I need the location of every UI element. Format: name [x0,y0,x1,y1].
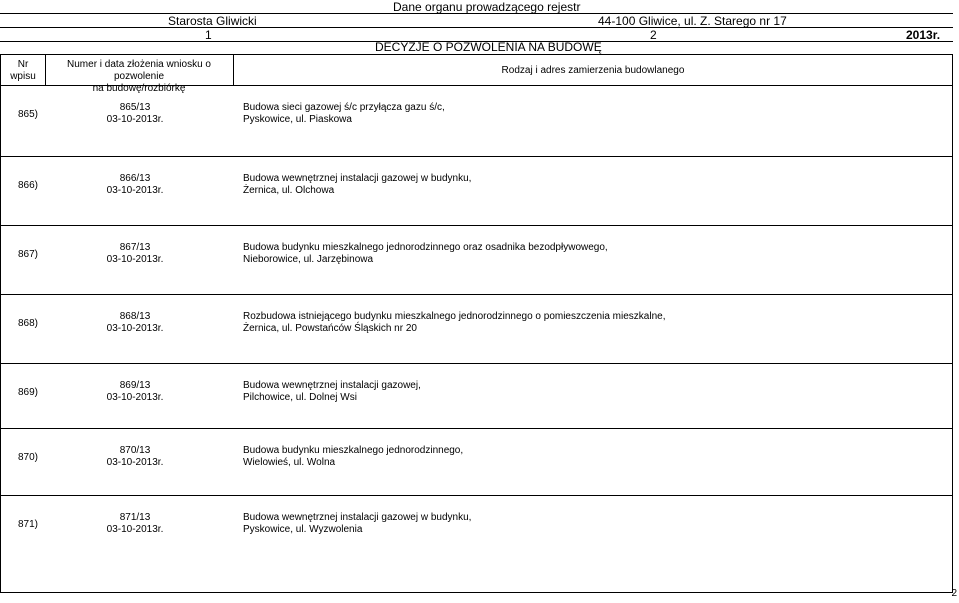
row-description-line2: Pyskowice, ul. Piaskowa [243,114,352,125]
row-date: 03-10-2013r. [106,457,164,468]
column-number-2: 2 [650,28,657,42]
row-date: 03-10-2013r. [106,254,164,265]
row-description [243,173,471,197]
row-application [81,242,189,266]
row-description-line1: Budowa budynku mieszkalnego jednorodzinnego oraz osadnika bezodpływowego, [243,242,608,253]
page-number: 2 [951,588,957,599]
row-decision-number: 868/13 [119,311,151,322]
row-description-line1: Budowa wewnętrznej instalacji gazowej w budynku, [243,512,472,523]
row-description [243,242,608,266]
row-application [81,380,189,404]
row-decision-number: 866/13 [119,173,151,184]
row-description-line1: Rozbudowa istniejącego budynku mieszkalnego jednorodzinnego o pomieszczenia mieszkalne, [243,311,666,322]
row-description-line2: Wielowieś, ul. Wolna [243,457,336,468]
row-description [243,102,445,126]
table-row [1,225,952,290]
row-decision-number: 865/13 [119,102,151,113]
table-row [1,294,952,359]
authority-name: Starosta Gliwicki [168,14,257,28]
row-entry-number: 870) [17,452,38,463]
table-row [1,85,952,150]
row-decision-number: 870/13 [119,445,151,456]
row-description-line1: Budowa wewnętrznej instalacji gazowej, [243,380,421,391]
row-description-line2: Nieborowice, ul. Jarzębinowa [243,254,374,265]
row-date: 03-10-2013r. [106,114,164,125]
row-description-line2: Pilchowice, ul. Dolnej Wsi [243,392,357,403]
row-description [243,311,665,335]
column-header-application-line1: Numer i data złożenia wniosku o pozwolenie [67,59,211,82]
table-row [1,156,952,221]
row-date: 03-10-2013r. [106,524,164,535]
row-decision-number: 871/13 [119,512,151,523]
row-application [81,311,189,335]
row-decision-number: 867/13 [119,242,151,253]
row-description-line1: Budowa sieci gazowej ś/c przyłącza gazu ś/c, [243,102,445,113]
row-date: 03-10-2013r. [106,392,164,403]
register-year: 2013r. [906,28,941,42]
header-rule-1 [0,13,953,14]
column-header-description: Rodzaj i adres zamierzenia budowlanego [501,65,685,76]
row-application [81,445,189,469]
row-application [81,173,189,197]
column-number-1: 1 [205,28,212,42]
row-decision-number: 869/13 [119,380,151,391]
row-description [243,445,463,469]
section-title: DECYZJE O POZWOLENIA NA BUDOWĘ [375,40,602,54]
column-header-nr-line1: Nr [17,59,29,70]
row-entry-number: 865) [17,109,38,120]
row-entry-number: 866) [17,180,38,191]
row-date: 03-10-2013r. [106,185,164,196]
decisions-table [0,54,953,593]
row-entry-number: 868) [17,318,38,329]
row-description-line2: Pyskowice, ul. Wyzwolenia [243,524,363,535]
table-row [1,363,952,428]
row-description-line1: Budowa budynku mieszkalnego jednorodzinnego, [243,445,464,456]
table-row [1,428,952,493]
column-header-application-line2: na budowę/rozbiórkę [92,83,186,94]
table-row [1,495,952,560]
row-application [81,512,189,536]
row-entry-number: 871) [17,519,38,530]
row-date: 03-10-2013r. [106,323,164,334]
row-entry-number: 867) [17,249,38,260]
authority-address: 44-100 Gliwice, ul. Z. Starego nr 17 [598,14,787,28]
header-rule-3 [0,41,953,42]
row-description [243,512,471,536]
row-description-line1: Budowa wewnętrznej instalacji gazowej w budynku, [243,173,472,184]
column-header-nr [1,59,45,83]
row-application [81,102,189,126]
row-entry-number: 869) [17,387,38,398]
row-description-line2: Żernica, ul. Powstańców Śląskich nr 20 [243,323,417,334]
column-header-nr-line2: wpisu [10,71,36,82]
row-description [243,380,421,404]
register-title: Dane organu prowadzącego rejestr [393,0,581,14]
header-rule-2 [0,27,953,28]
row-description-line2: Żernica, ul. Olchowa [243,185,335,196]
